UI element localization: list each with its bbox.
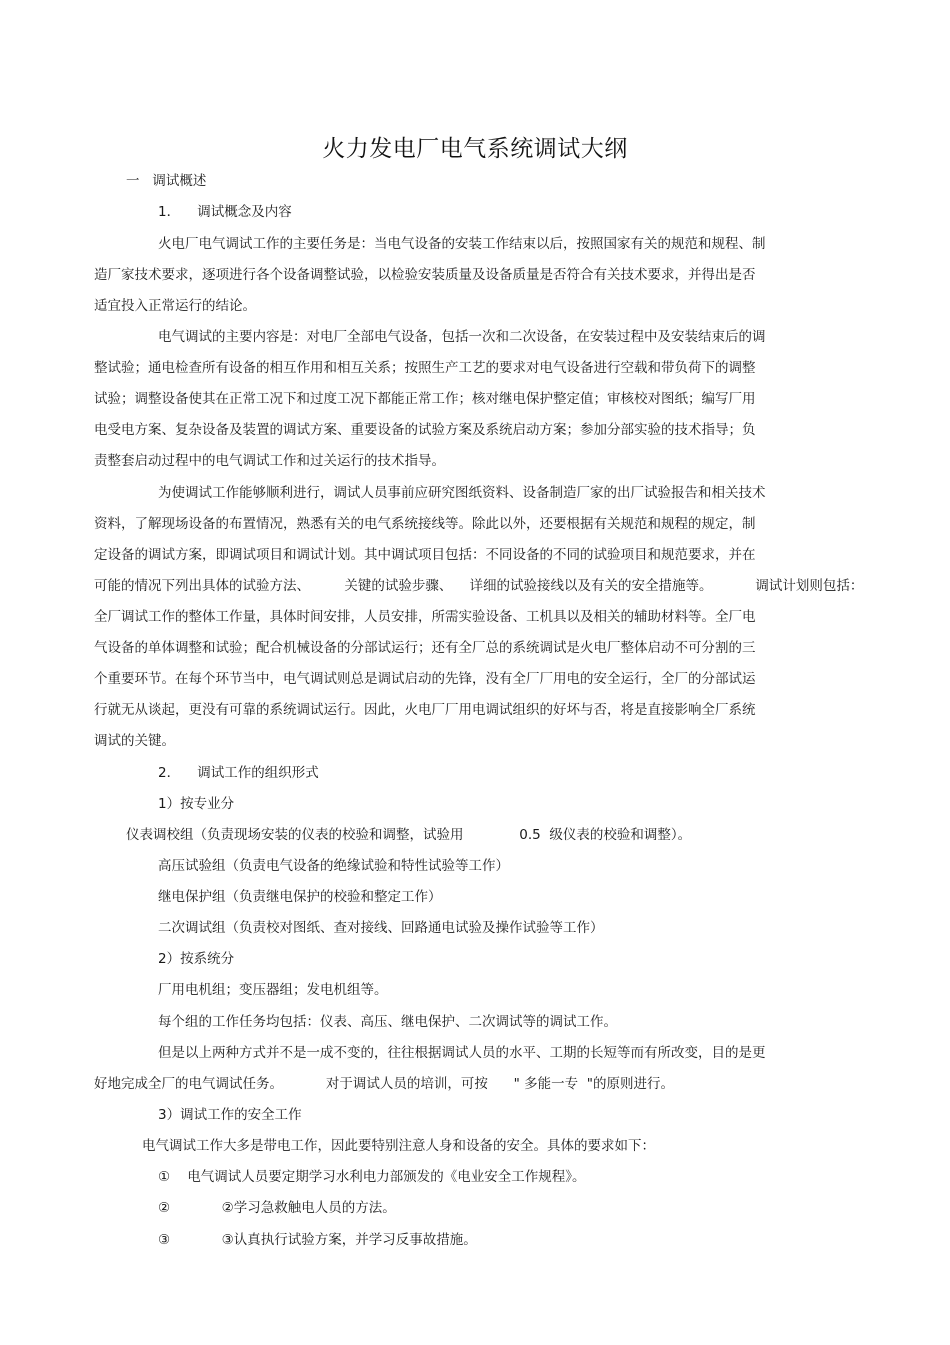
- section-heading: 一 调试概述: [126, 173, 207, 189]
- paragraph-line: 火电厂电气调试工作的主要任务是：当电气设备的安装工作结束以后，按照国家有关的规范和规程、制: [158, 236, 766, 252]
- list-item: ③ ③认真执行试验方案，并学习反事故措施。: [158, 1232, 477, 1248]
- paragraph-line: 全厂调试工作的整体工作量，具体时间安排，人员安排，所需实验设备、工机具以及相关的辅助材料等。全厂电: [94, 609, 756, 625]
- paragraph-line: 责整套启动过程中的电气调试工作和过关运行的技术指导。: [94, 453, 445, 469]
- list-item: 二次调试组（负责校对图纸、查对接线、回路通电试验及操作试验等工作）: [158, 920, 604, 936]
- paragraph-line: 整试验；通电检查所有设备的相互作用和相互关系；按照生产工艺的要求对电气设备进行空载和带负荷下的调整: [94, 360, 756, 376]
- document-title: 火力发电厂电气系统调试大纲: [322, 136, 628, 162]
- paragraph-line: 行就无从谈起，更没有可靠的系统调试运行。因此，火电厂厂用电调试组织的好坏与否，将是直接影响全厂系统: [94, 702, 756, 718]
- subsection-heading: 2． 调试工作的组织形式: [158, 765, 319, 781]
- paragraph-line: 定设备的调试方案，即调试项目和调试计划。其中调试项目包括：不同设备的不同的试验项目和规范要求，并在: [94, 547, 756, 563]
- paragraph-line: 但是以上两种方式并不是一成不变的，往往根据调试人员的水平、工期的长短等而有所改变，目的是更: [158, 1045, 766, 1061]
- paragraph-line: 电气调试工作大多是带电工作，因此要特别注意人身和设备的安全。具体的要求如下：: [142, 1138, 655, 1154]
- subsection-heading: 1． 调试概念及内容: [158, 204, 292, 220]
- paragraph-line: 为使调试工作能够顺利进行，调试人员事前应研究图纸资料、设备制造厂家的出厂试验报告和相关技术: [158, 485, 766, 501]
- subsection-heading: 3）调试工作的安全工作: [158, 1107, 302, 1123]
- list-item: 仪表调校组（负责现场安装的仪表的校验和调整，试验用 0.5 级仪表的校验和调整）。: [126, 827, 692, 843]
- paragraph-line: 电气调试的主要内容是：对电厂全部电气设备，包括一次和二次设备，在安装过程中及安装结束后的调: [158, 329, 766, 345]
- list-item: 高压试验组（负责电气设备的绝缘试验和特性试验等工作）: [158, 858, 509, 874]
- subsection-heading: 1）按专业分: [158, 796, 235, 812]
- paragraph-line: 造厂家技术要求，逐项进行各个设备调整试验，以检验安装质量及设备质量是否符合有关技术要求，并得出是否: [94, 267, 756, 283]
- paragraph-line: 适宜投入正常运行的结论。: [94, 298, 256, 314]
- list-item: 厂用电机组；变压器组；发电机组等。: [158, 982, 388, 998]
- paragraph-line: 调试的关键。: [94, 733, 175, 749]
- list-item: 继电保护组（负责继电保护的校验和整定工作）: [158, 889, 442, 905]
- paragraph-line: 个重要环节。在每个环节当中，电气调试则总是调试启动的先锋，没有全厂厂用电的安全运行，全厂的分部试运: [94, 671, 756, 687]
- list-item: ② ②学习急救触电人员的方法。: [158, 1200, 396, 1216]
- paragraph-line: 可能的情况下列出具体的试验方法、 关键的试验步骤、 详细的试验接线以及有关的安全措施等。 调试计划则包括：: [94, 578, 864, 594]
- paragraph-line: 好地完成全厂的电气调试任务。 对于调试人员的培训，可按 " 多能一专 "的原则进行。: [94, 1076, 674, 1092]
- paragraph-line: 电受电方案、复杂设备及装置的调试方案、重要设备的试验方案及系统启动方案；参加分部实验的技术指导；负: [94, 422, 756, 438]
- paragraph-line: 试验；调整设备使其在正常工况下和过度工况下都能正常工作；核对继电保护整定值；审核校对图纸；编写厂用: [94, 391, 756, 407]
- paragraph-line: 气设备的单体调整和试验；配合机械设备的分部试运行；还有全厂总的系统调试是火电厂整体启动不可分割的三: [94, 640, 756, 656]
- paragraph-line: 资料，了解现场设备的布置情况，熟悉有关的电气系统接线等。除此以外，还要根据有关规范和规程的规定，制: [94, 516, 756, 532]
- list-item: ① 电气调试人员要定期学习水利电力部颁发的《电业安全工作规程》。: [158, 1169, 586, 1185]
- paragraph-line: 每个组的工作任务均包括：仪表、高压、继电保护、二次调试等的调试工作。: [158, 1014, 617, 1030]
- subsection-heading: 2）按系统分: [158, 951, 235, 967]
